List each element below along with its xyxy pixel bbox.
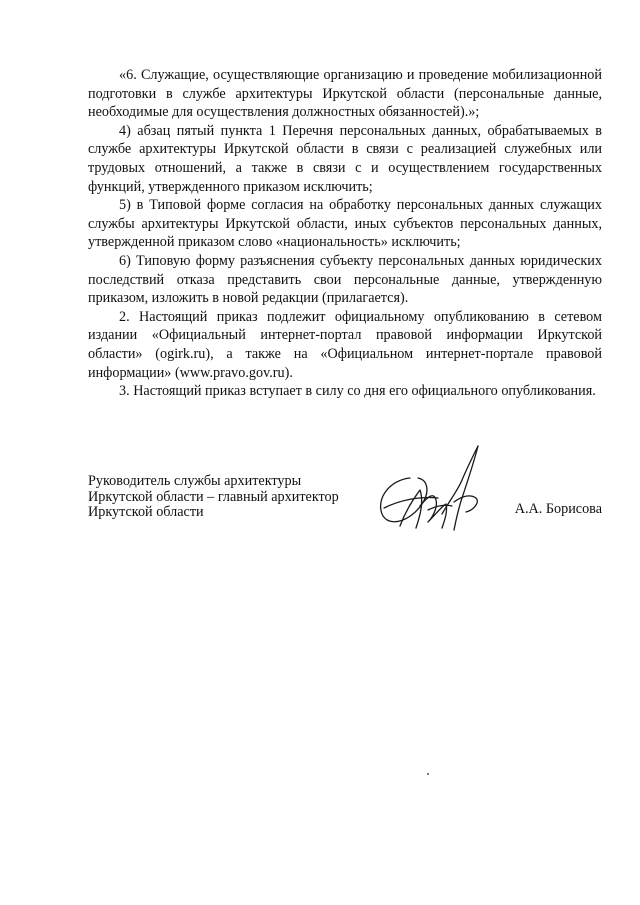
paragraph-item-6: «6. Служащие, осуществляющие организацию и проведение мобилизационной подготовки в службе архитектуры Иркутской области (персональные данные, необходимые для осуществления должностных обязанностей).»;: [88, 67, 602, 121]
signatory-position-line: Руководитель службы архитектуры: [88, 473, 302, 489]
signature-block: [88, 474, 608, 544]
scan-speck: [427, 773, 429, 775]
paragraph-item-5: 5) в Типовой форме согласия на обработку персональных данных служащих службы архитектуры Иркутской области, иных субъектов персональных данных, утвержденной приказом слово «национальность» исключить;: [88, 197, 602, 251]
document-body: [88, 66, 602, 401]
paragraph-item-4: 4) абзац пятый пункта 1 Перечня персональных данных, обрабатываемых в службе архитектуры Иркутской области в связи с реализацией служебных или трудовых отношений, а также в связи с и осуществлением государственных функций, утвержденного приказом исключить;: [88, 122, 602, 195]
signatory-position-line: Иркутской области – главный архитектор: [88, 488, 339, 505]
paragraph-point-3: 3. Настоящий приказ вступает в силу со дня его официального опубликования.: [119, 383, 596, 400]
paragraph-item-6-form: 6) Типовую форму разъяснения субъекту персональных данных юридических последствий отказа представить свои персональные данные, утвержденную приказом, изложить в новой редакции (прилагается).: [88, 252, 602, 307]
handwritten-signature: [370, 440, 500, 540]
signatory-position-line: Иркутской области: [88, 504, 204, 520]
paragraph-point-2: 2. Настоящий приказ подлежит официальному опубликованию в сетевом издании «Официальный интернет-портал правовой информации Иркутской области» (ogirk.ru), а также на «Официальном интернет-портале правовой информации» (www.pravo.gov.ru).: [88, 308, 602, 381]
signatory-name: А.А. Борисова: [514, 501, 602, 517]
signatory-position: [88, 474, 368, 521]
